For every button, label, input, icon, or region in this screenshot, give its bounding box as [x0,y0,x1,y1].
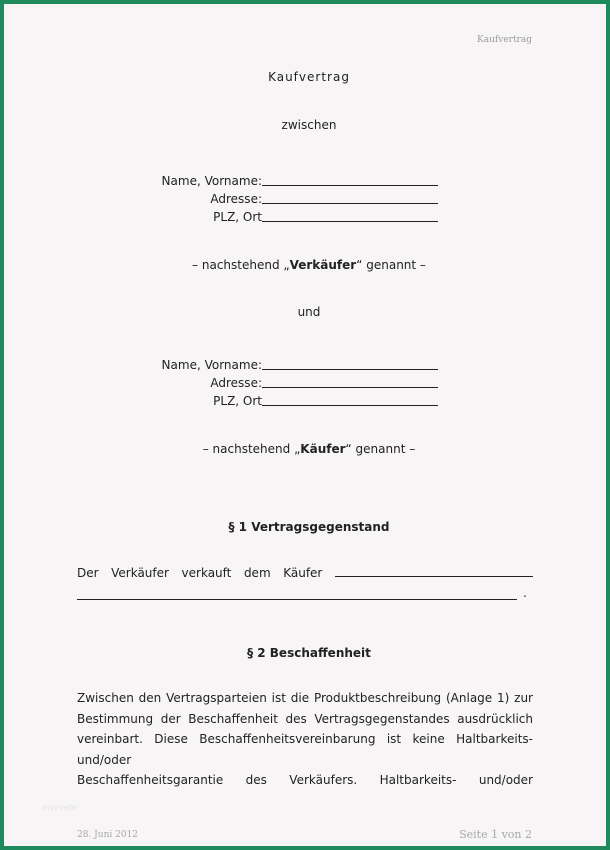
buyer-city-blank[interactable] [262,393,438,406]
buyer-fields [8,354,438,408]
buyer-role-line [8,442,610,456]
document-title: Kaufvertrag [268,70,350,84]
seller-role-line [8,258,610,272]
buyer-role-name: Käufer [300,442,346,456]
role-prefix: – nachstehend „ [202,442,301,456]
running-header: Kaufvertrag [477,35,532,45]
footer-date: 28. Juni 2012 [77,830,139,840]
seller-address-blank[interactable] [262,191,438,204]
buyer-name-field [8,354,438,372]
buyer-name-blank[interactable] [262,357,438,370]
buyer-address-field [8,372,438,390]
role-suffix: “ genannt – [345,442,416,456]
seller-name-blank[interactable] [262,173,438,186]
word: dem [243,566,271,580]
buyer-city-field [8,390,438,408]
section-1-line-1 [77,564,533,580]
seller-city-field [8,206,438,224]
and-label: und [297,305,321,319]
seller-name-field [8,170,438,188]
paragraph-line: Bestimmung der Beschaffenheit des Vertragsgegenstandes ausdrücklich [77,711,533,726]
object-blank-1[interactable] [335,564,533,577]
footer-page-number: Seite 1 von 2 [459,828,532,841]
seller-address-field [8,188,438,206]
section-1-line-2 [77,586,533,600]
field-label: Name, Vorname: [161,174,262,188]
section-1-paragraph [77,564,533,600]
object-blank-2[interactable] [77,587,517,600]
watermark: mycvate [42,803,77,812]
paragraph-line: vereinbart. Diese Beschaffenheitsvereinbarung ist keine Haltbarkeits- und/oder [77,732,533,767]
field-label: PLZ, Ort [213,210,262,224]
paragraph-line: Beschaffenheitsgarantie des Verkäufers. Haltbarkeits- und/oder [77,773,533,787]
field-label: Name, Vorname: [161,358,262,372]
word: Der [77,566,99,580]
buyer-address-blank[interactable] [262,375,438,388]
word: Verkäufer [111,566,169,580]
field-label: Adresse: [210,192,262,206]
between-label: zwischen [281,118,337,132]
role-suffix: “ genannt – [356,258,426,272]
field-label: Adresse: [210,376,262,390]
word: verkauft [181,566,232,580]
section-2-paragraph [77,688,533,791]
seller-fields [8,170,438,224]
field-label: PLZ, Ort [213,394,262,408]
seller-role-name: Verkäufer [289,258,357,272]
document-page [8,8,610,850]
word: Käufer [283,566,323,580]
seller-city-blank[interactable] [262,209,438,222]
role-prefix: – nachstehend „ [192,258,290,272]
paragraph-line: Zwischen den Vertragsparteien ist die Produktbeschreibung (Anlage 1) zur [77,691,533,705]
section-2-heading: § 2 Beschaffenheit [247,646,371,660]
end-mark: . [523,586,527,600]
section-1-heading: § 1 Vertragsgegenstand [228,520,390,534]
